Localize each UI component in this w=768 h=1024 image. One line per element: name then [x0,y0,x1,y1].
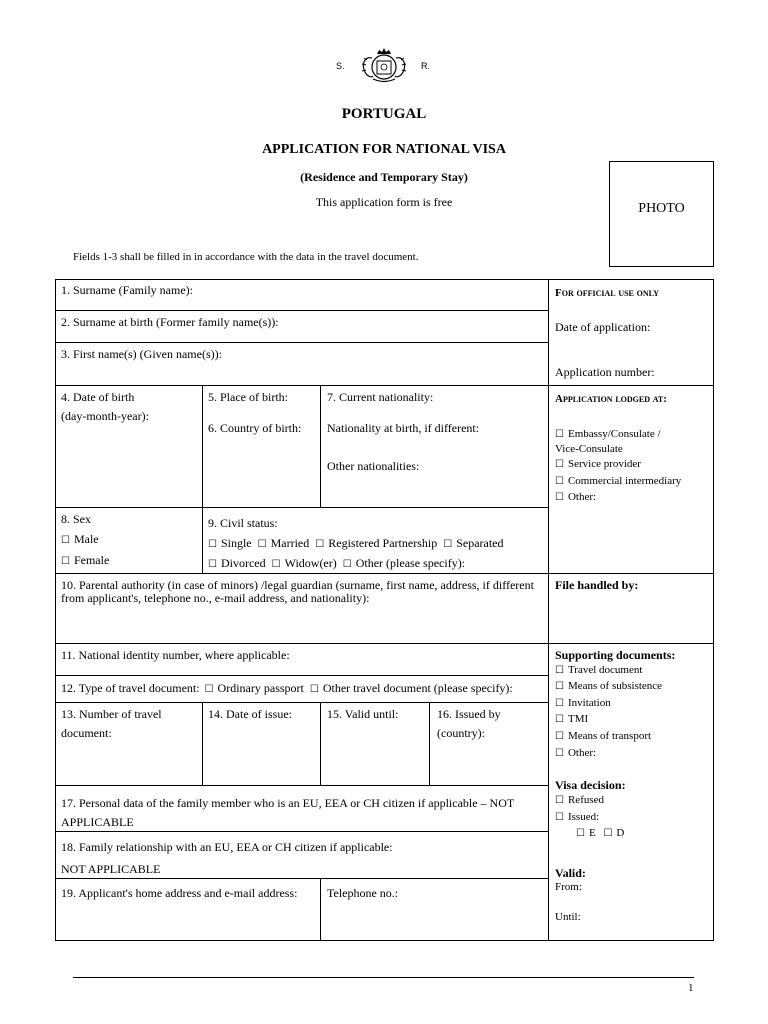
support-means-of-transport: ☐ Means of transport [555,730,652,742]
option-male-label: Male [73,532,99,546]
checkbox-icon[interactable]: ☐ [208,539,217,550]
official-lodged-heading: Application lodged at: [555,393,667,405]
lodged-embassy: ☐ Embassy/Consulate / [555,428,661,440]
field-place-of-birth[interactable]: 5. Place of birth: [208,390,288,404]
seal-letter-r: R. [421,61,430,71]
checkbox-icon: ☐ [555,492,564,503]
checkbox-icon[interactable]: ☐ [61,535,70,546]
field-sex: 8. Sex [61,512,91,526]
checkbox-icon[interactable]: ☐ [257,539,267,550]
photo-label: PHOTO [638,201,685,216]
field-family-relationship[interactable]: 18. Family relationship with an EU, EEA or CH citizen if applicable: [61,840,393,854]
field-family-member-data-value: APPLICABLE [61,815,134,829]
issued-type-d: D [616,827,625,839]
visa-decision-heading: Visa decision: [555,778,626,792]
checkbox-icon[interactable]: ☐ [342,559,352,570]
field-family-member-data[interactable]: 17. Personal data of the family member who is an EU, EEA or CH citizen if applicable – NOT [61,796,515,810]
support-invitation: ☐ Invitation [555,697,611,709]
option-widow: Widow(er) [284,556,337,570]
option-other-travel-document: Other travel document (please specify): [322,681,513,695]
field-civil-status: 9. Civil status: [208,516,278,530]
field-issued-by[interactable]: 16. Issued by [437,707,501,721]
field-national-id[interactable]: 11. National identity number, where applicable: [61,648,290,662]
checkbox-icon: ☐ [603,828,613,839]
field-telephone[interactable]: Telephone no.: [327,886,399,900]
field-travel-document-number-cont: document: [61,726,112,740]
decision-refused: ☐ Refused [555,794,605,806]
field-issued-by-cont: (country): [437,726,485,740]
form-title: APPLICATION FOR NATIONAL VISA [262,142,506,157]
field-parental-authority[interactable]: 10. Parental authority (in case of minors) /legal guardian (surname, first name, address, if different [61,578,534,592]
coat-of-arms-seal [355,46,413,86]
checkbox-icon: ☐ [576,828,585,839]
field-date-of-birth[interactable]: 4. Date of birth [61,390,135,404]
official-date-of-application: Date of application: [555,320,651,334]
issued-type-e: E [588,827,596,839]
checkbox-icon[interactable]: ☐ [204,684,214,695]
page-number: 1 [688,982,694,994]
checkbox-icon: ☐ [555,459,564,470]
checkbox-icon: ☐ [555,795,564,806]
seal-letter-s: S. [336,61,345,71]
checkbox-icon[interactable]: ☐ [315,539,325,550]
lodged-service-provider: ☐ Service provider [555,458,641,470]
option-male[interactable] [61,532,99,547]
field-travel-document-type-label: 12. Type of travel document: [61,681,200,695]
option-ordinary-passport: Ordinary passport [217,681,304,695]
fields-note: Fields 1-3 shall be filled in in accordance with the data in the travel document. [73,251,419,263]
field-current-nationality[interactable]: 7. Current nationality: [327,390,434,404]
official-application-number: Application number: [555,365,655,379]
checkbox-icon: ☐ [555,681,564,692]
decision-issued-type [576,827,624,839]
option-female[interactable] [61,553,109,568]
support-travel-document: ☐ Travel document [555,664,643,676]
civil-status-row-1 [208,536,504,551]
field-nationality-at-birth[interactable]: Nationality at birth, if different: [327,421,480,435]
lodged-vice-consulate: Vice-Consulate [555,443,623,455]
checkbox-icon[interactable]: ☐ [309,684,319,695]
checkbox-icon[interactable]: ☐ [208,559,217,570]
checkbox-icon[interactable]: ☐ [443,539,453,550]
field-country-of-birth[interactable]: 6. Country of birth: [208,421,302,435]
option-married: Married [270,536,310,550]
official-file-handled-by: File handled by: [555,578,639,592]
option-divorced: Divorced [220,556,266,570]
field-first-names[interactable]: 3. First name(s) (Given name(s)): [61,347,222,361]
option-registered-partnership: Registered Partnership [328,536,438,550]
option-separated: Separated [456,536,504,550]
checkbox-icon: ☐ [555,476,564,487]
field-parental-authority-cont: from applicant's, telephone no., e-mail address, and nationality): [61,591,370,605]
field-family-relationship-value: NOT APPLICABLE [61,862,161,876]
field-home-address[interactable]: 19. Applicant's home address and e-mail address: [61,886,298,900]
support-other: ☐ Other: [555,747,597,759]
valid-until-official: Until: [555,911,581,923]
option-other-civil: Other (please specify): [355,556,466,570]
field-surname[interactable]: 1. Surname (Family name): [61,283,193,297]
checkbox-icon: ☐ [555,698,564,709]
field-date-of-birth-format: (day-month-year): [61,409,149,423]
photo-box [609,161,714,267]
valid-heading: Valid: [555,866,586,880]
supporting-documents-heading: Supporting documents: [555,648,676,662]
field-surname-at-birth[interactable]: 2. Surname at birth (Former family name(s)): [61,315,279,329]
checkbox-icon: ☐ [555,812,564,823]
official-use-heading: For official use only [555,287,660,299]
lodged-other: ☐ Other: [555,491,597,503]
checkbox-icon: ☐ [555,748,564,759]
valid-from: From: [555,881,582,893]
decision-issued: ☐ Issued: [555,811,600,823]
checkbox-icon[interactable]: ☐ [271,559,281,570]
field-date-of-issue[interactable]: 14. Date of issue: [208,707,292,721]
country-title: PORTUGAL [341,106,427,122]
free-note: This application form is free [315,195,453,209]
field-other-nationalities[interactable]: Other nationalities: [327,459,420,473]
checkbox-icon: ☐ [555,714,564,725]
civil-status-row-2 [208,556,465,571]
checkbox-icon: ☐ [555,665,564,676]
field-travel-document-number[interactable]: 13. Number of travel [61,707,162,721]
support-means-of-subsistence: ☐ Means of subsistence [555,680,663,692]
field-valid-until[interactable]: 15. Valid until: [327,707,399,721]
form-subtitle: (Residence and Temporary Stay) [300,170,468,184]
support-tmi: ☐ TMI [555,713,589,725]
footer-rule [73,977,694,978]
option-single: Single [220,536,252,550]
option-female-label: Female [73,553,110,567]
lodged-commercial-intermediary: ☐ Commercial intermediary [555,475,682,487]
checkbox-icon[interactable]: ☐ [61,556,70,567]
field-travel-document-type [61,681,513,696]
checkbox-icon: ☐ [555,731,564,742]
checkbox-icon: ☐ [555,429,564,440]
